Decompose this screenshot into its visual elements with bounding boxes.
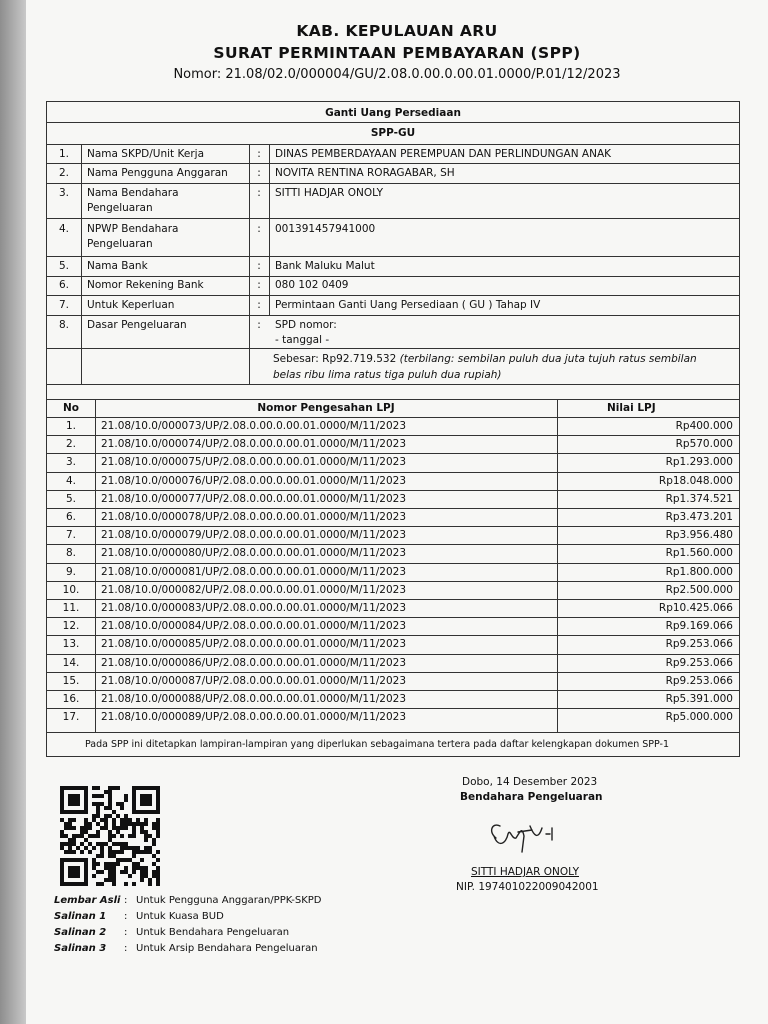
distribution-label: Salinan 2 [54, 927, 107, 938]
field-6-value: 080 102 0409 [275, 279, 349, 291]
table-row-no: 11. [62, 602, 80, 614]
rule [47, 635, 739, 636]
field-1-value: DINAS PEMBERDAYAAN PEREMPUAN DAN PERLINDUNGAN ANAK [275, 148, 612, 160]
field-2-no: 2. [58, 167, 70, 179]
rule [47, 435, 739, 436]
table-row-no: 10. [62, 583, 80, 596]
rule [95, 399, 96, 732]
distribution-value: Untuk Kuasa BUD [136, 911, 224, 922]
handwritten-signature [486, 818, 566, 858]
table-row-no: 14. [62, 656, 80, 669]
signature-name: SITTI HADJAR ONOLY [471, 866, 579, 878]
sebesar-line1 [273, 352, 697, 366]
table-row-nomor: 21.08/10.0/000076/UP/2.08.0.00.0.00.01.0000/M/11/2023 [101, 474, 407, 487]
field-3-label: Nama Bendahara [87, 187, 179, 199]
field-2-sep: : [257, 167, 261, 179]
table-row-nilai: Rp5.000.000 [665, 711, 733, 724]
table-row-nomor: 21.08/10.0/000081/UP/2.08.0.00.0.00.01.0000/M/11/2023 [101, 565, 407, 578]
distribution-label: Lembar Asli [54, 895, 121, 906]
field-7-sep: : [257, 299, 261, 311]
field-5-sep: : [257, 260, 261, 272]
table-row-no: 1. [65, 420, 77, 432]
table-row-nilai: Rp1.293.000 [665, 456, 733, 469]
table-row-nilai: Rp5.391.000 [665, 693, 733, 705]
sebesar-amount: Rp92.719.532 [322, 353, 397, 365]
field-4-label: NPWP Bendahara [87, 223, 179, 235]
field-4-value: 001391457941000 [275, 223, 376, 235]
rule [47, 163, 739, 164]
field-7-no: 7. [58, 299, 70, 311]
rule [47, 563, 739, 564]
distribution-sep: : [124, 943, 128, 954]
rule [47, 417, 739, 418]
table-row-no: 17. [62, 711, 80, 724]
table-row-nilai: Rp2.500.000 [665, 583, 733, 596]
field-3-label-line2: Pengeluaran [87, 202, 153, 214]
distribution-sep: : [124, 911, 128, 922]
table-row-nomor: 21.08/10.0/000083/UP/2.08.0.00.0.00.01.0000/M/11/2023 [101, 602, 407, 614]
table-row-nilai: Rp9.169.066 [665, 620, 733, 633]
table-row-nomor: 21.08/10.0/000078/UP/2.08.0.00.0.00.01.0000/M/11/2023 [101, 511, 407, 523]
sebesar-words-1: (terbilang: sembilan puluh dua juta tujuh ratus sembilan [399, 353, 697, 365]
field-4-sep: : [257, 223, 261, 235]
signature-nip: NIP. 197401022009042001 [456, 881, 599, 893]
rule [47, 315, 739, 316]
attachment-note: Pada SPP ini ditetapkan lampiran-lampiran yang diperlukan sebagaimana tertera pada daftar kelengkapan dokumen SPP-1 [85, 739, 670, 750]
table-row-nilai: Rp3.473.201 [665, 511, 733, 523]
table-row-no: 7. [65, 529, 77, 542]
table-row-no: 13. [62, 638, 80, 651]
rule [47, 708, 739, 709]
rule [47, 183, 739, 184]
field-2-value: NOVITA RENTINA RORAGABAR, SH [275, 167, 455, 179]
table-header-nilai: Nilai LPJ [607, 402, 656, 414]
table-header-nomor: Nomor Pengesahan LPJ [257, 402, 395, 414]
field-6-sep: : [257, 279, 261, 291]
table-row-nomor: 21.08/10.0/000084/UP/2.08.0.00.0.00.01.0000/M/11/2023 [101, 620, 407, 633]
table-row-no: 2. [65, 438, 77, 451]
rule [81, 144, 82, 384]
table-row-nilai: Rp1.560.000 [665, 547, 733, 560]
distribution-sep: : [124, 927, 128, 938]
field-1-label: Nama SKPD/Unit Kerja [87, 148, 204, 160]
table-row-nilai: Rp400.000 [675, 420, 733, 432]
table-row-no: 12. [62, 620, 80, 633]
rule [269, 144, 270, 315]
rule [47, 508, 739, 509]
table-row-nilai: Rp10.425.066 [658, 602, 733, 614]
table-row-nilai: Rp9.253.066 [665, 638, 733, 651]
rule [47, 348, 739, 349]
rule [47, 453, 739, 454]
field-2-label: Nama Pengguna Anggaran [87, 167, 228, 179]
table-row-nilai: Rp9.253.066 [665, 674, 733, 687]
field-1-no: 1. [58, 148, 70, 160]
table-row-nomor: 21.08/10.0/000079/UP/2.08.0.00.0.00.01.0000/M/11/2023 [101, 529, 407, 542]
rule [47, 599, 739, 600]
table-row-nomor: 21.08/10.0/000085/UP/2.08.0.00.0.00.01.0000/M/11/2023 [101, 638, 407, 651]
field-5-value: Bank Maluku Malut [275, 260, 375, 272]
table-row-no: 4. [65, 474, 77, 487]
table-row-no: 5. [65, 492, 77, 505]
rule [47, 256, 739, 257]
table-row-nomor: 21.08/10.0/000075/UP/2.08.0.00.0.00.01.0000/M/11/2023 [101, 456, 407, 469]
field-3-no: 3. [58, 187, 70, 199]
table-row-nilai: Rp1.374.521 [665, 492, 733, 505]
table-row-no: 9. [65, 565, 77, 578]
field-5-label: Nama Bank [87, 260, 148, 272]
document-number: Nomor: 21.08/02.0/000004/GU/2.08.0.00.0.00.01.0000/P.01/12/2023 [173, 67, 621, 82]
rule [47, 617, 739, 618]
field-7-label: Untuk Keperluan [87, 299, 175, 311]
rule [47, 526, 739, 527]
region-title: KAB. KEPULAUAN ARU [296, 22, 498, 40]
field-8-value: SPD nomor: [275, 319, 337, 331]
table-row-no: 8. [65, 547, 77, 560]
field-3-value: SITTI HADJAR ONOLY [275, 187, 383, 199]
signature-role: Bendahara Pengeluaran [460, 791, 603, 803]
field-8-value-line2: - tanggal - [275, 334, 330, 346]
signature-place-date: Dobo, 14 Desember 2023 [462, 776, 598, 788]
table-row-nilai: Rp570.000 [675, 438, 733, 451]
rule [47, 399, 739, 400]
sebesar-words-2: belas ribu lima ratus tiga puluh dua rupiah) [273, 369, 502, 381]
field-5-no: 5. [58, 260, 70, 272]
field-8-label: Dasar Pengeluaran [87, 319, 187, 331]
distribution-value: Untuk Arsip Bendahara Pengeluaran [136, 943, 318, 954]
rule [47, 690, 739, 691]
section-subtitle: SPP-GU [370, 127, 416, 139]
rule [47, 276, 739, 277]
qr-code-icon [60, 786, 160, 886]
field-7-value: Permintaan Ganti Uang Persediaan ( GU ) Tahap IV [275, 299, 541, 311]
table-row-nilai: Rp18.048.000 [658, 474, 733, 487]
table-row-no: 16. [62, 693, 80, 705]
spp-form-box [46, 101, 740, 757]
rule [47, 384, 739, 385]
rule [47, 490, 739, 491]
table-row-nilai: Rp1.800.000 [665, 565, 733, 578]
rule [47, 544, 739, 545]
rule [47, 472, 739, 473]
field-4-no: 4. [58, 223, 70, 235]
field-8-no: 8. [58, 319, 70, 331]
table-row-nomor: 21.08/10.0/000088/UP/2.08.0.00.0.00.01.0000/M/11/2023 [101, 693, 407, 705]
table-header-no: No [62, 402, 79, 414]
table-row-no: 3. [65, 456, 77, 469]
field-3-sep: : [257, 187, 261, 199]
distribution-value: Untuk Pengguna Anggaran/PPK-SKPD [136, 895, 322, 906]
field-1-sep: : [257, 148, 261, 160]
distribution-value: Untuk Bendahara Pengeluaran [136, 927, 290, 938]
field-4-label-line2: Pengeluaran [87, 238, 153, 250]
table-row-nomor: 21.08/10.0/000082/UP/2.08.0.00.0.00.01.0000/M/11/2023 [101, 583, 407, 596]
section-title: Ganti Uang Persediaan [325, 107, 461, 119]
distribution-sep: : [124, 895, 128, 906]
rule [47, 732, 739, 733]
table-row-nomor: 21.08/10.0/000087/UP/2.08.0.00.0.00.01.0000/M/11/2023 [101, 674, 407, 687]
field-8-sep: : [257, 319, 261, 331]
table-row-nilai: Rp9.253.066 [665, 656, 733, 669]
rule [47, 122, 739, 123]
table-row-no: 15. [62, 674, 80, 687]
field-6-label: Nomor Rekening Bank [87, 279, 204, 291]
document-title: SURAT PERMINTAAN PEMBAYARAN (SPP) [213, 44, 581, 62]
page-shadow-edge [0, 0, 26, 1024]
sebesar-label: Sebesar: [273, 353, 319, 365]
table-row-nilai: Rp3.956.480 [665, 529, 733, 542]
table-row-nomor: 21.08/10.0/000080/UP/2.08.0.00.0.00.01.0000/M/11/2023 [101, 547, 407, 560]
rule [47, 654, 739, 655]
rule [47, 672, 739, 673]
table-row-nomor: 21.08/10.0/000086/UP/2.08.0.00.0.00.01.0000/M/11/2023 [101, 656, 407, 669]
rule [47, 144, 739, 145]
table-row-nomor: 21.08/10.0/000089/UP/2.08.0.00.0.00.01.0000/M/11/2023 [101, 711, 407, 724]
table-row-nomor: 21.08/10.0/000073/UP/2.08.0.00.0.00.01.0000/M/11/2023 [101, 420, 407, 432]
rule [47, 581, 739, 582]
table-row-nomor: 21.08/10.0/000077/UP/2.08.0.00.0.00.01.0000/M/11/2023 [101, 492, 407, 505]
table-row-nomor: 21.08/10.0/000074/UP/2.08.0.00.0.00.01.0000/M/11/2023 [101, 438, 407, 451]
rule [47, 295, 739, 296]
distribution-label: Salinan 1 [54, 911, 107, 922]
table-row-no: 6. [65, 511, 77, 523]
distribution-label: Salinan 3 [54, 943, 107, 954]
rule [47, 218, 739, 219]
field-6-no: 6. [58, 279, 70, 291]
